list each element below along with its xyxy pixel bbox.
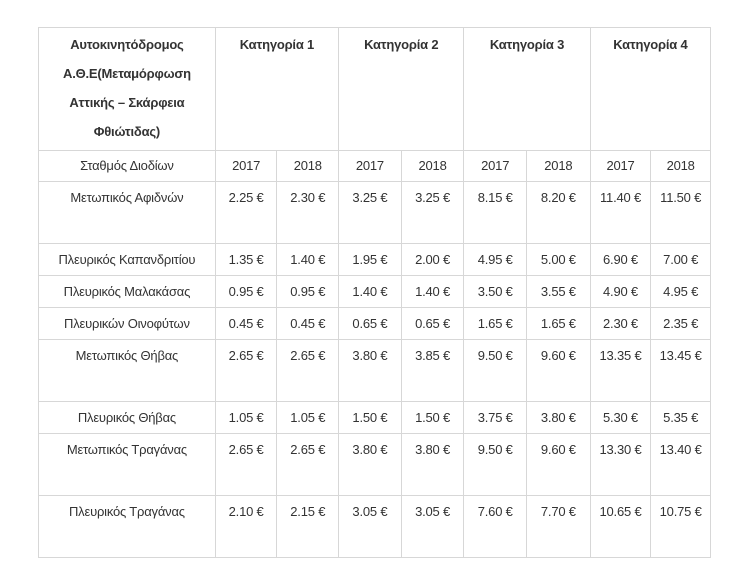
price-cell: 7.70 € [527, 496, 591, 558]
price-cell: 4.95 € [651, 276, 711, 308]
price-cell: 6.90 € [590, 244, 651, 276]
year-cell: 2018 [651, 151, 711, 182]
table-row [39, 496, 711, 558]
price-cell: 3.80 € [401, 434, 464, 496]
table-row [39, 244, 711, 276]
price-cell: 5.00 € [527, 244, 591, 276]
price-cell: 11.40 € [590, 182, 651, 244]
price-cell: 3.80 € [339, 340, 402, 402]
price-cell: 1.05 € [215, 402, 277, 434]
price-cell: 3.05 € [339, 496, 402, 558]
price-cell: 9.50 € [464, 434, 527, 496]
price-cell: 8.20 € [527, 182, 591, 244]
year-cell: 2017 [215, 151, 277, 182]
price-cell: 3.85 € [401, 340, 464, 402]
price-cell: 0.65 € [401, 308, 464, 340]
price-cell: 1.65 € [527, 308, 591, 340]
price-cell: 1.50 € [401, 402, 464, 434]
price-cell: 3.25 € [339, 182, 402, 244]
price-cell: 0.65 € [339, 308, 402, 340]
station-name: Πλευρικός Καπανδριτίου [39, 244, 216, 276]
price-cell: 9.60 € [527, 340, 591, 402]
price-cell: 13.35 € [590, 340, 651, 402]
year-cell: 2017 [339, 151, 402, 182]
table-row [39, 402, 711, 434]
price-cell: 5.35 € [651, 402, 711, 434]
price-cell: 9.50 € [464, 340, 527, 402]
price-cell: 3.55 € [527, 276, 591, 308]
price-cell: 2.65 € [277, 434, 339, 496]
price-cell: 2.00 € [401, 244, 464, 276]
price-cell: 2.65 € [215, 340, 277, 402]
price-cell: 5.30 € [590, 402, 651, 434]
price-cell: 2.10 € [215, 496, 277, 558]
year-cell: 2018 [527, 151, 591, 182]
year-cell: 2017 [464, 151, 527, 182]
toll-table-container [38, 27, 711, 558]
price-cell: 11.50 € [651, 182, 711, 244]
price-cell: 7.00 € [651, 244, 711, 276]
price-cell: 1.35 € [215, 244, 277, 276]
table-row [39, 340, 711, 402]
header-row [39, 28, 711, 151]
price-cell: 1.40 € [277, 244, 339, 276]
station-name: Μετωπικός Θήβας [39, 340, 216, 402]
station-name: Πλευρικός Μαλακάσας [39, 276, 216, 308]
price-cell: 1.95 € [339, 244, 402, 276]
price-cell: 3.50 € [464, 276, 527, 308]
table-row [39, 276, 711, 308]
year-row [39, 151, 711, 182]
price-cell: 0.45 € [215, 308, 277, 340]
price-cell: 0.45 € [277, 308, 339, 340]
price-cell: 0.95 € [277, 276, 339, 308]
price-cell: 1.65 € [464, 308, 527, 340]
price-cell: 4.90 € [590, 276, 651, 308]
price-cell: 7.60 € [464, 496, 527, 558]
toll-prices-table [38, 27, 711, 558]
price-cell: 2.65 € [215, 434, 277, 496]
price-cell: 13.45 € [651, 340, 711, 402]
table-row [39, 308, 711, 340]
price-cell: 3.75 € [464, 402, 527, 434]
price-cell: 2.25 € [215, 182, 277, 244]
category-3-header: Κατηγορία 3 [464, 28, 590, 151]
table-body [39, 182, 711, 558]
category-2-header: Κατηγορία 2 [339, 28, 464, 151]
price-cell: 13.40 € [651, 434, 711, 496]
category-1-header: Κατηγορία 1 [215, 28, 338, 151]
station-name: Πλευρικός Τραγάνας [39, 496, 216, 558]
year-cell: 2018 [401, 151, 464, 182]
price-cell: 3.25 € [401, 182, 464, 244]
price-cell: 0.95 € [215, 276, 277, 308]
price-cell: 2.15 € [277, 496, 339, 558]
price-cell: 1.05 € [277, 402, 339, 434]
price-cell: 2.35 € [651, 308, 711, 340]
price-cell: 9.60 € [527, 434, 591, 496]
year-cell: 2017 [590, 151, 651, 182]
price-cell: 1.50 € [339, 402, 402, 434]
price-cell: 3.80 € [339, 434, 402, 496]
price-cell: 10.75 € [651, 496, 711, 558]
price-cell: 1.40 € [339, 276, 402, 308]
price-cell: 2.30 € [590, 308, 651, 340]
year-cell: 2018 [277, 151, 339, 182]
station-name: Μετωπικός Αφιδνών [39, 182, 216, 244]
station-header: Σταθμός Διοδίων [39, 151, 216, 182]
station-name: Πλευρικών Οινοφύτων [39, 308, 216, 340]
price-cell: 2.30 € [277, 182, 339, 244]
price-cell: 8.15 € [464, 182, 527, 244]
price-cell: 13.30 € [590, 434, 651, 496]
price-cell: 3.80 € [527, 402, 591, 434]
corner-header: Αυτοκινητόδρομος Α.Θ.Ε(Μεταμόρφωση Αττικής – Σκάρφεια Φθιώτιδας) [39, 28, 216, 151]
category-4-header: Κατηγορία 4 [590, 28, 710, 151]
price-cell: 2.65 € [277, 340, 339, 402]
price-cell: 10.65 € [590, 496, 651, 558]
station-name: Μετωπικός Τραγάνας [39, 434, 216, 496]
station-name: Πλευρικός Θήβας [39, 402, 216, 434]
price-cell: 1.40 € [401, 276, 464, 308]
table-row [39, 182, 711, 244]
price-cell: 4.95 € [464, 244, 527, 276]
price-cell: 3.05 € [401, 496, 464, 558]
table-row [39, 434, 711, 496]
